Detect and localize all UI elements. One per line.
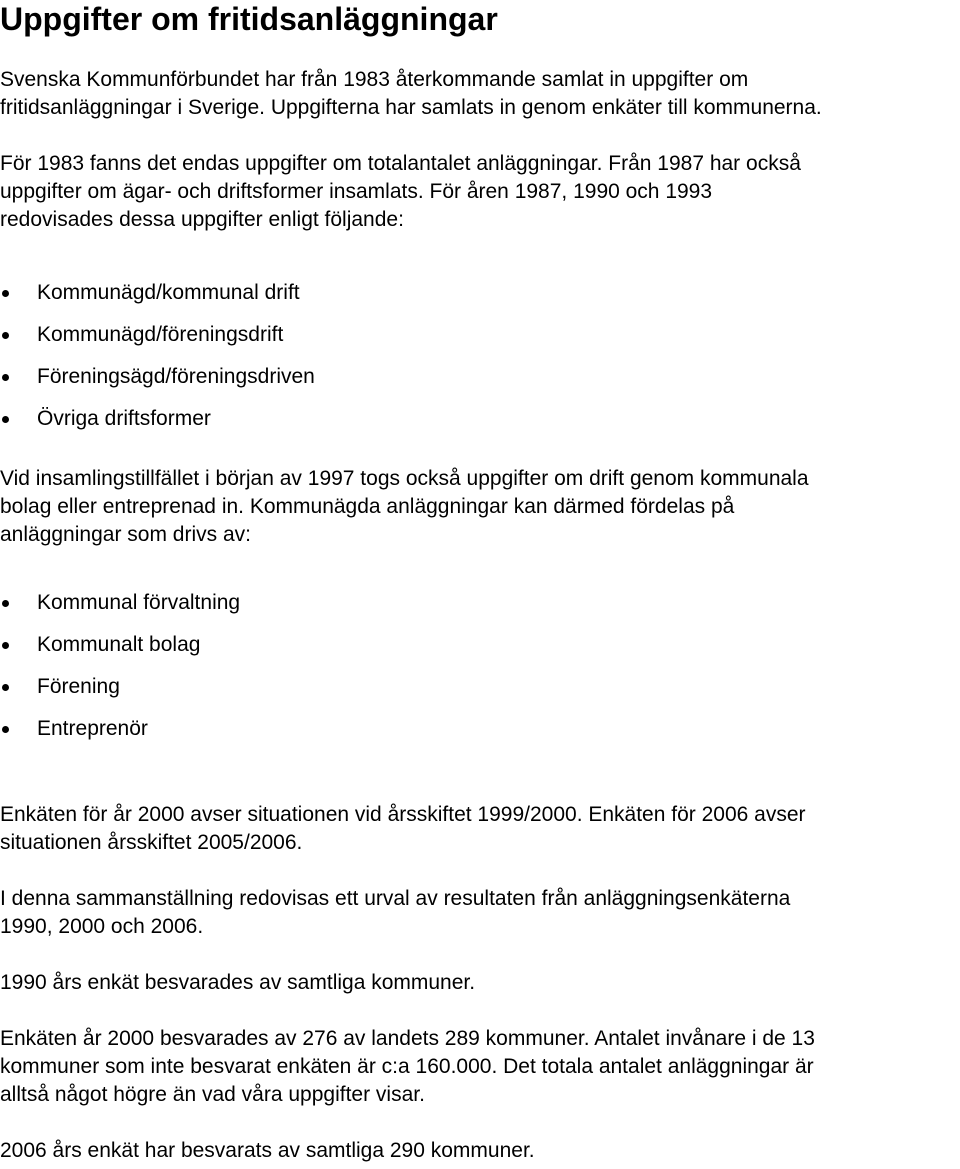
compilation-paragraph-line: 1990, 2000 och 2006.: [0, 915, 204, 938]
bullet-icon: [2, 332, 9, 339]
survey-dates-paragraph: [0, 801, 806, 857]
list-item-label: Kommunalt bolag: [37, 633, 201, 656]
list-item-label: Förening: [37, 675, 120, 698]
bullet-icon: [2, 374, 9, 381]
bullet-icon: [2, 726, 9, 733]
bullet-icon: [2, 416, 9, 423]
survey-1990-paragraph-line: 1990 års enkät besvarades av samtliga kommuner.: [0, 971, 476, 994]
bullet-icon: [2, 684, 9, 691]
ownership-paragraph: [0, 150, 801, 234]
survey-1997-paragraph: [0, 465, 809, 549]
survey-2000-paragraph-line: kommuner som inte besvarat enkäten är c:a 160.000. Det totala antalet anläggningar är: [0, 1055, 814, 1078]
bullet-icon: [2, 290, 9, 297]
list-item-label: Entreprenör: [37, 717, 148, 740]
ownership-paragraph-line: redovisades dessa uppgifter enligt följande:: [0, 208, 404, 231]
bullet-icon: [2, 642, 9, 649]
list-item-label: Kommunägd/föreningsdrift: [37, 323, 284, 346]
survey-1997-paragraph-line: bolag eller entreprenad in. Kommunägda anläggningar kan därmed fördelas på: [0, 495, 735, 518]
ownership-paragraph-line: För 1983 fanns det endas uppgifter om totalantalet anläggningar. Från 1987 har också: [0, 152, 801, 175]
bullet-icon: [2, 600, 9, 607]
ownership-paragraph-line: uppgifter om ägar- och driftsformer insamlats. För åren 1987, 1990 och 1993: [0, 180, 713, 203]
intro-paragraph: [0, 66, 822, 122]
compilation-paragraph: [0, 885, 790, 941]
list-item-label: Kommunägd/kommunal drift: [37, 281, 300, 304]
survey-2000-paragraph: [0, 1025, 815, 1109]
document-title: Uppgifter om fritidsanläggningar: [0, 1, 498, 37]
survey-2006-paragraph-line: 2006 års enkät har besvarats av samtliga 290 kommuner.: [0, 1139, 535, 1162]
list-item-label: Övriga driftsformer: [37, 407, 211, 430]
survey-dates-paragraph-line: situationen årsskiftet 2005/2006.: [0, 831, 303, 854]
survey-1997-paragraph-line: Vid insamlingstillfället i början av 1997 togs också uppgifter om drift genom kommunala: [0, 467, 809, 490]
survey-2000-paragraph-line: alltså något högre än vad våra uppgifter visar.: [0, 1083, 425, 1106]
survey-dates-paragraph-line: Enkäten för år 2000 avser situationen vid årsskiftet 1999/2000. Enkäten för 2006 avser: [0, 803, 806, 826]
survey-2006-paragraph: [0, 1137, 535, 1165]
list-item-label: Kommunal förvaltning: [37, 591, 241, 614]
compilation-paragraph-line: I denna sammanställning redovisas ett urval av resultaten från anläggningsenkäterna: [0, 887, 791, 910]
intro-paragraph-line: fritidsanläggningar i Sverige. Uppgifterna har samlats in genom enkäter till kommunerna.: [0, 96, 822, 119]
intro-paragraph-line: Svenska Kommunförbundet har från 1983 återkommande samlat in uppgifter om: [0, 68, 749, 91]
survey-1990-paragraph: [0, 969, 475, 997]
survey-2000-paragraph-line: Enkäten år 2000 besvarades av 276 av landets 289 kommuner. Antalet invånare i de 13: [0, 1027, 815, 1050]
survey-1997-paragraph-line: anläggningar som drivs av:: [0, 523, 251, 546]
list-item-label: Föreningsägd/föreningsdriven: [37, 365, 315, 388]
